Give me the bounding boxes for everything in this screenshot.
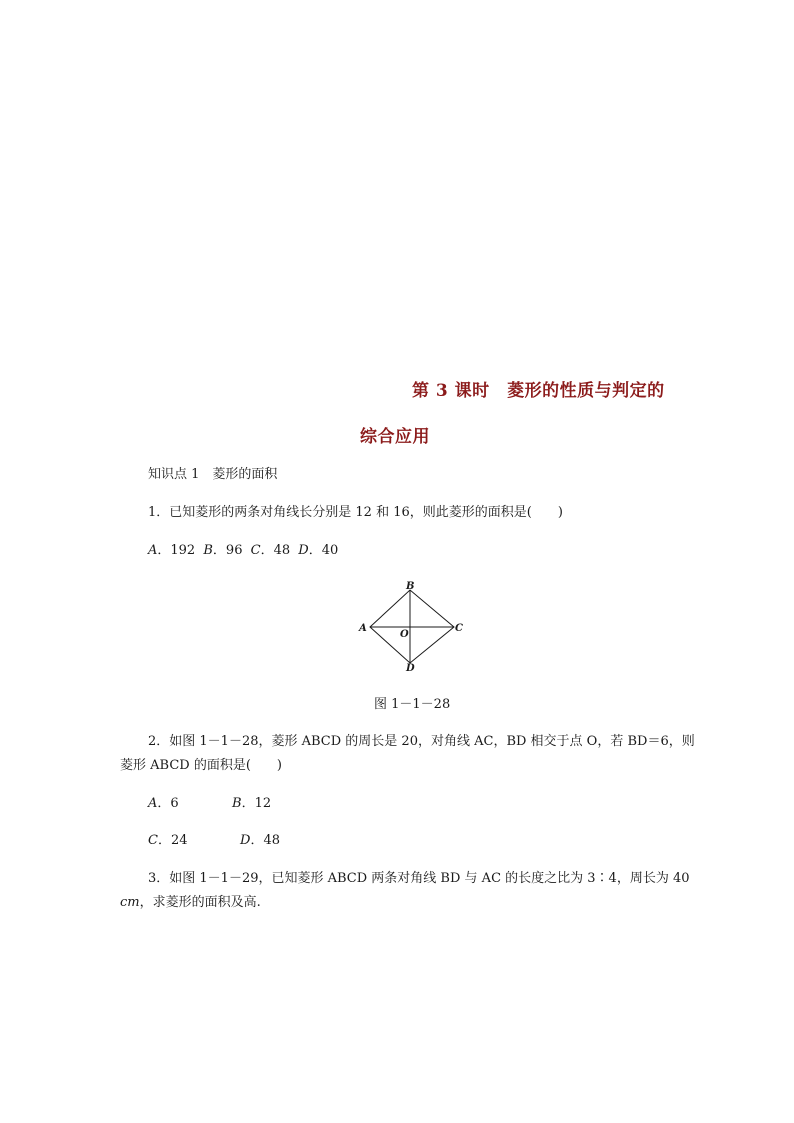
q1-option-b-text: ．96 [212, 543, 243, 558]
question-3-stem-line-2 [120, 894, 261, 912]
q2-option-b-text: ．12 [241, 796, 272, 811]
q2-option-d-text: ．48 [250, 833, 280, 848]
vertex-label-d: D [406, 663, 415, 672]
vertex-label-b: B [406, 581, 415, 592]
q3-unit: cm [120, 895, 140, 910]
vertex-label-c: C [455, 623, 463, 634]
figure-caption: 图 1－1－28 [374, 697, 451, 712]
question-1-options [148, 542, 338, 560]
q2-option-a-text: ．6 [157, 796, 179, 811]
q1-option-c-text: ．48 [260, 543, 291, 558]
center-label-o: O [400, 629, 409, 640]
question-2-stem-line-1: 2．如图 1－1－28，菱形 ABCD 的周长是 20，对角线 AC，BD 相交于点 O，若 BD＝6，则 [148, 734, 695, 749]
question-2-option-b [232, 795, 271, 813]
q1-option-d-text: ．40 [308, 543, 339, 558]
vertex-label-a: A [359, 623, 367, 634]
lesson-title-line-2: 综合应用 [360, 427, 430, 447]
rhombus-diagram [356, 580, 468, 672]
question-1-stem: 1．已知菱形的两条对角线长分别是 12 和 16，则此菱形的面积是( ) [148, 505, 563, 520]
q1-option-c-letter: C [250, 543, 261, 558]
question-2-stem-line-2: 菱形 ABCD 的面积是( ) [120, 758, 282, 773]
q3-stem-rest: ，求菱形的面积及高. [139, 895, 261, 910]
q1-option-b-letter: B [203, 543, 213, 558]
q1-option-a-letter: A [148, 543, 158, 558]
rhombus-figure [356, 580, 468, 672]
q1-option-d-letter: D [298, 543, 309, 558]
q2-option-b-letter: B [232, 796, 242, 811]
q2-option-a-letter: A [148, 796, 158, 811]
question-2-option-d [240, 832, 280, 850]
question-2-option-c [148, 832, 188, 850]
q2-option-c-letter: C [148, 833, 158, 848]
question-3-stem-line-1: 3．如图 1－1－29，已知菱形 ABCD 两条对角线 BD 与 AC 的长度之比为 3∶4，周长为 40 [148, 871, 690, 886]
section-heading: 知识点 1 菱形的面积 [148, 467, 278, 482]
q2-option-d-letter: D [240, 833, 251, 848]
q1-option-a-text: ．192 [157, 543, 196, 558]
q2-option-c-text: ．24 [157, 833, 188, 848]
lesson-title-line-1: 第 3 课时 菱形的性质与判定的 [412, 381, 665, 401]
question-2-option-a [148, 795, 179, 813]
